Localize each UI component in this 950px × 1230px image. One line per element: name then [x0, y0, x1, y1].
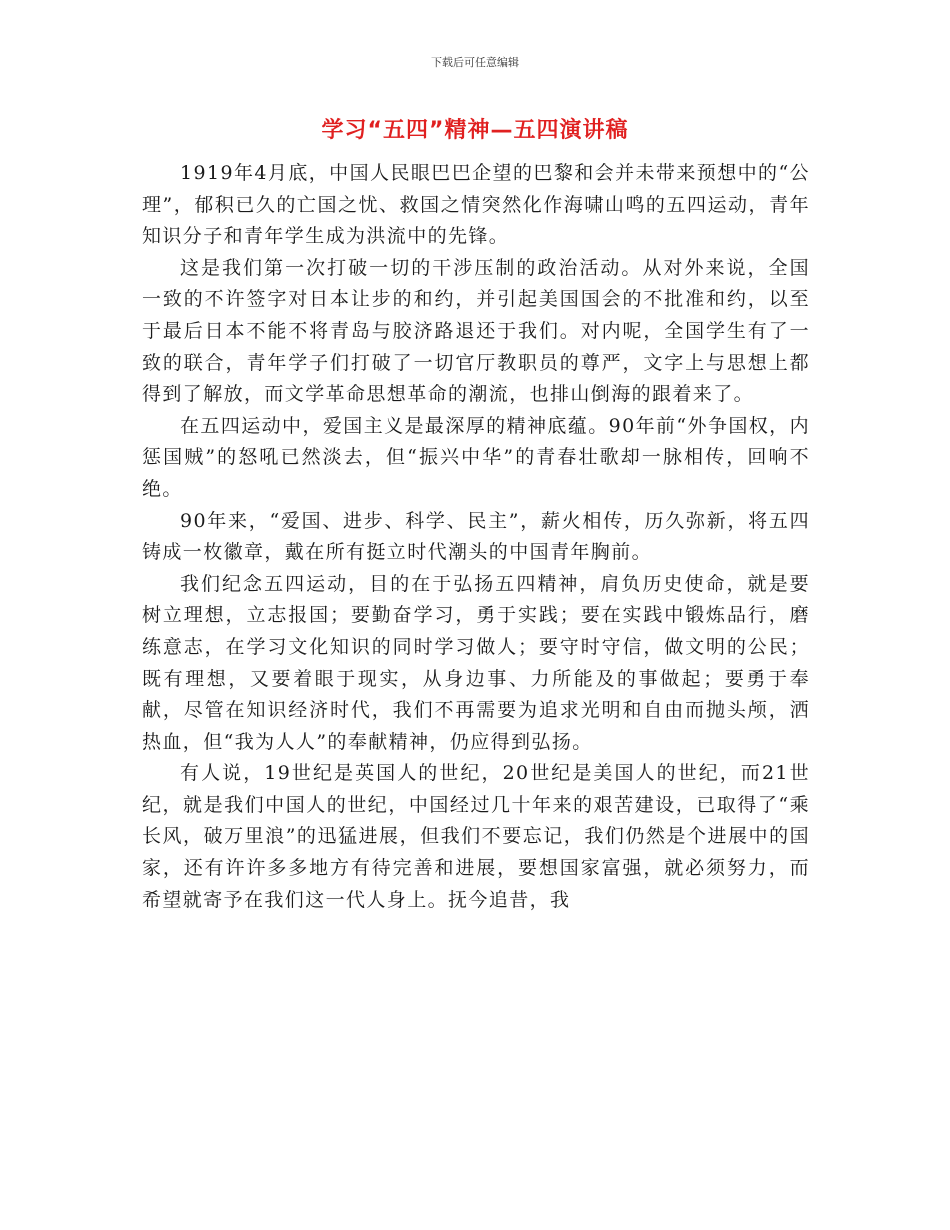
document-body [142, 158, 810, 916]
paragraph-1: 1919年4月底，中国人民眼巴巴企望的巴黎和会并未带来预想中的“公理”，郁积已久的亡国之忧、救国之情突然化作海啸山鸣的五四运动，青年知识分子和青年学生成为洪流中的先锋。 [142, 162, 810, 248]
paragraph-4: 90年来，“爱国、进步、科学、民主”，薪火相传，历久弥新，将五四铸成一枚徽章，戴在所有挺立时代潮头的中国青年胸前。 [142, 509, 810, 564]
document-title: 学习“五四”精神—五四演讲稿 [321, 118, 629, 143]
page-header: 下载后可任意编辑 [431, 56, 519, 69]
paragraph-6: 有人说，19世纪是英国人的世纪，20世纪是美国人的世纪，而21世纪，就是我们中国人的世纪，中国经过几十年来的艰苦建设，已取得了“乘长风，破万里浪”的迅猛进展，但我们不要忘记，我们仍然是个进展中的国家，还有许许多多地方有待完善和进展，要想国家富强，就必须努力，而希望就寄予在我们这一代人身上。抚今追昔，我 [142, 762, 810, 911]
paragraph-2: 这是我们第一次打破一切的干涉压制的政治活动。从对外来说，全国一致的不许签字对日本让步的和约，并引起美国国会的不批准和约，以至于最后日本不能不将青岛与胶济路退还于我们。对内呢，全国学生有了一致的联合，青年学子们打破了一切官厅教职员的尊严，文字上与思想上都得到了解放，而文学革命思想革命的潮流，也排山倒海的跟着来了。 [142, 256, 810, 406]
paragraph-5: 我们纪念五四运动，目的在于弘扬五四精神，肩负历史使命，就是要树立理想，立志报国；要勤奋学习，勇于实践；要在实践中锻炼品行，磨练意志，在学习文化知识的同时学习做人；要守时守信，做文明的公民；既有理想，又要着眼于现实，从身边事、力所能及的事做起；要勇于奉献，尽管在知识经济时代，我们不再需要为追求光明和自由而抛头颅，洒热血，但“我为人人”的奉献精神，仍应得到弘扬。 [142, 572, 810, 753]
paragraph-3: 在五四运动中，爱国主义是最深厚的精神底蕴。90年前“外争国权，内惩国贼”的怒吼已然淡去，但“振兴中华”的青春壮歌却一脉相传，回响不绝。 [142, 414, 810, 500]
